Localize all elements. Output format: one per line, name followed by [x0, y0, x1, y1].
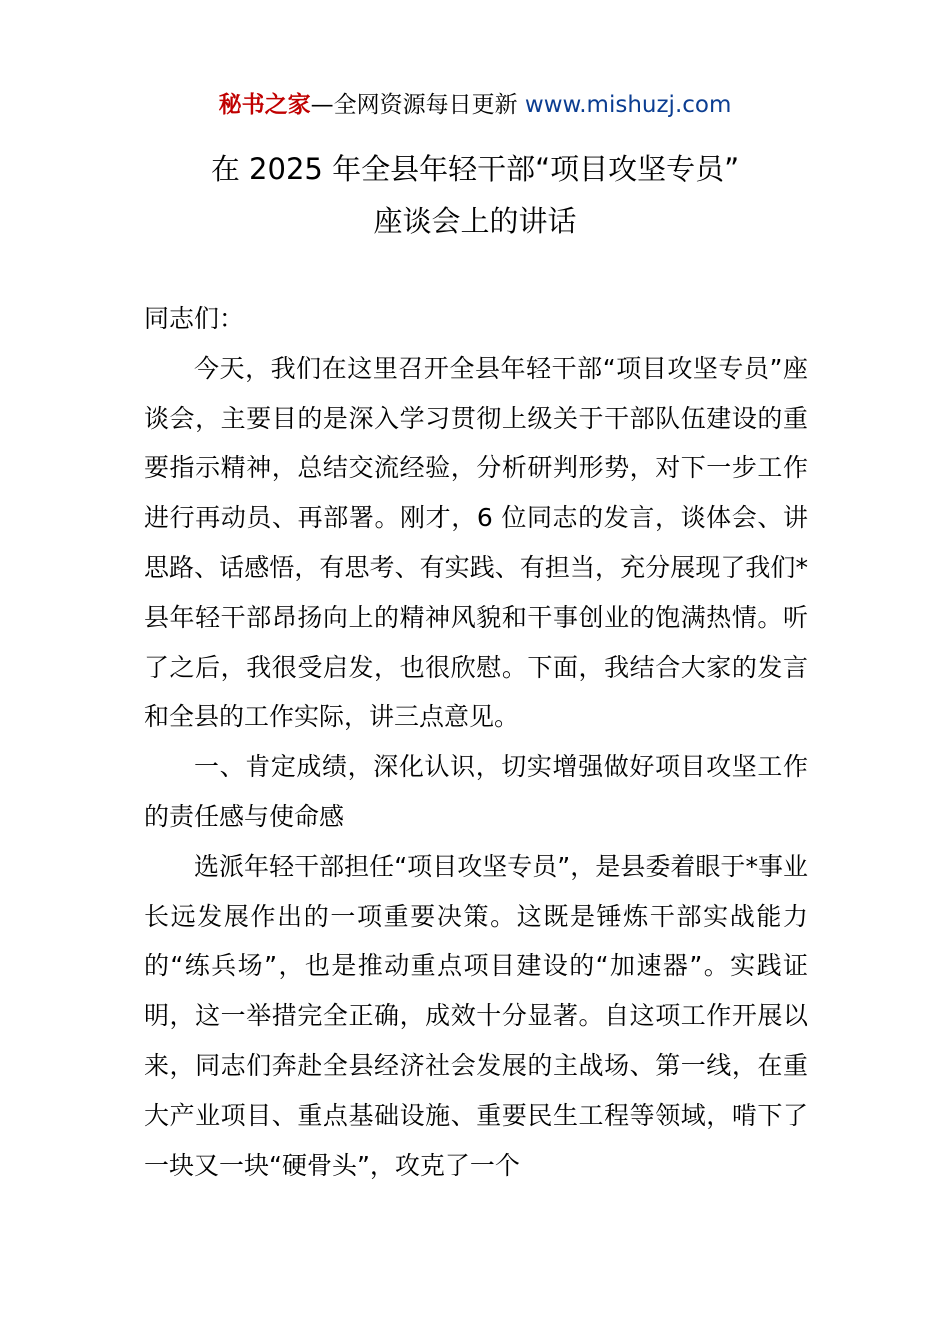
site-url-link[interactable]: www.mishuzj.com — [524, 92, 732, 118]
paragraph-intro: 今天，我们在这里召开全县年轻干部“项目攻坚专员”座谈会，主要目的是深入学习贯彻上级关于干部队伍建设的重要指示精神，总结交流经验，分析研判形势，对下一步工作进行再动员、再部署。刚才，6 位同志的发言，谈体会、讲思路、话感悟，有思考、有实践、有担当，充分展现了我们*县年轻干部昂扬向上的精神风貌和干事创业的饱满热情。听了之后，我很受启发，也很欣慰。下面，我结合大家的发言和全县的工作实际，讲三点意见。 — [144, 353, 808, 732]
paragraph-section-1: 选派年轻干部担任“项目攻坚专员”，是县委着眼于*事业长远发展作出的一项重要决策。这既是锤炼干部实战能力的“练兵场”，也是推动重点项目建设的“加速器”。实践证明，这一举措完全正确，成效十分显著。自这项工作开展以来，同志们奔赴全县经济社会发展的主战场、第一线，在重大产业项目、重点基础设施、重要民生工程等领域，啃下了一块又一块“硬骨头”，攻克了一个 — [144, 851, 808, 1180]
salutation: 同志们： — [144, 304, 245, 333]
document-body — [144, 294, 808, 1190]
title-line-2: 座谈会上的讲话 — [373, 204, 577, 238]
site-tagline: —全网资源每日更新 — [310, 92, 518, 118]
title-line-1: 在 2025 年全县年轻干部“项目攻坚专员” — [210, 152, 740, 186]
document-title — [0, 143, 950, 247]
site-header — [0, 88, 950, 122]
site-brand: 秘书之家 — [218, 92, 311, 118]
section-heading-1: 一、肯定成绩，深化认识，切实增强做好项目攻坚工作的责任感与使命感 — [144, 752, 808, 831]
